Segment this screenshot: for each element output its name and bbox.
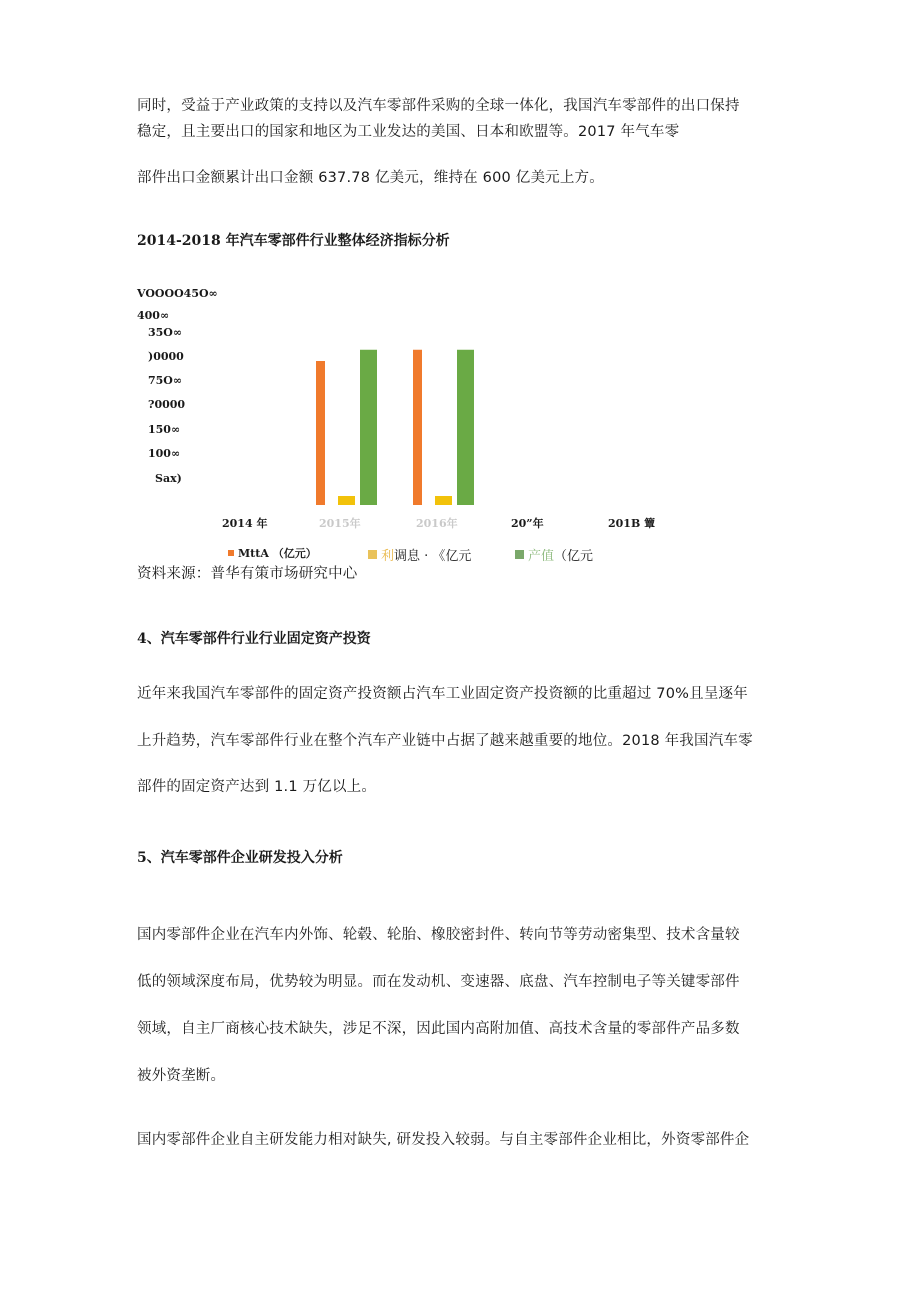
legend-swatch-orange (228, 550, 234, 556)
bar-series-0-cat-2 (413, 350, 422, 505)
x-tick-label: 20”年 (511, 517, 544, 530)
paragraph-line: 低的领域深度布局，优势较为明显。而在发动机、变速器、底盘、汽车控制电子等关键零部件 (137, 974, 740, 990)
section-heading: 5、汽车零部件企业研发投入分析 (137, 850, 343, 866)
paragraph-line: 领域，自主厂商核心技术缺失，涉足不深，因此国内高附加值、高技术含量的零部件产品多数 (137, 1021, 740, 1037)
section-heading: 4、汽车零部件行业行业固定资产投资 (137, 631, 371, 647)
legend-label: （亿元 (554, 549, 594, 564)
paragraph-line: 被外资垄断。 (137, 1068, 226, 1084)
y-tick-label: 400∞ (137, 309, 170, 322)
bar-series-1-cat-1 (338, 496, 355, 505)
paragraph-line: 国内零部件企业自主研发能力相对缺失, 研发投入较弱。与自主零部件企业相比，外资零部件企 (137, 1132, 750, 1148)
paragraph-line: 近年来我国汽车零部件的固定资产投资额占汽车工业固定资产投资额的比重超过 70%且呈逐年 (137, 686, 748, 702)
legend-swatch-yellow (368, 550, 377, 559)
legend-label-prefix: 产值 (528, 549, 555, 564)
y-tick-label: 150∞ (148, 423, 181, 436)
paragraph-line: 稳定，且主要出口的国家和地区为工业发达的美国、日本和欧盟等。2017 年气车零 (137, 124, 680, 140)
legend-item (515, 545, 593, 564)
legend-item (228, 545, 317, 561)
paragraph-line: 同时，受益于产业政策的支持以及汽车零部件采购的全球一体化，我国汽车零部件的出口保持 (137, 98, 740, 114)
paragraph-line: 部件的固定资产达到 1.1 万亿以上。 (137, 779, 377, 795)
bar-series-2-cat-1 (360, 350, 377, 505)
x-tick-label: 2014 年 (222, 517, 268, 530)
legend-label-prefix: 利 (381, 549, 395, 564)
paragraph-line: 上升趋势，汽车零部件行业在整个汽车产业链中占据了越来越重要的地位。2018 年我国汽车零 (137, 733, 753, 749)
legend-item (368, 545, 471, 564)
paragraph-line: 部件出口金额累计出口金额 637.78 亿美元，维持在 600 亿美元上方。 (137, 170, 604, 186)
bar-series-2-cat-2 (457, 350, 474, 505)
chart-heading: 2014-2018 年汽车零部件行业整体经济指标分析 (137, 233, 450, 249)
bar-series-0-cat-1 (316, 361, 325, 505)
y-tick-label: Sax) (155, 472, 182, 485)
legend-swatch-green (515, 550, 524, 559)
x-tick-label: 2016年 (416, 517, 458, 530)
y-tick-label: ?0000 (148, 398, 186, 411)
y-tick-label: 35O∞ (148, 326, 183, 339)
y-tick-label: )0000 (148, 350, 184, 363)
legend-label: MttA （亿元） (238, 547, 317, 560)
chart-top-label: VOOOO45O∞ (137, 287, 218, 300)
source-note: 资料来源：普华有策市场研究中心 (137, 566, 358, 582)
paragraph-line: 国内零部件企业在汽车内外饰、轮毂、轮胎、橡胶密封件、转向节等劳动密集型、技术含量较 (137, 927, 740, 943)
y-tick-label: 75O∞ (148, 374, 183, 387)
x-tick-label: 2015年 (319, 517, 361, 530)
x-tick-label: 201B 簟 (608, 517, 656, 530)
bar-series-1-cat-2 (435, 496, 452, 505)
legend-label: 调息 · 《亿元 (394, 549, 472, 564)
y-tick-label: 100∞ (148, 447, 181, 460)
